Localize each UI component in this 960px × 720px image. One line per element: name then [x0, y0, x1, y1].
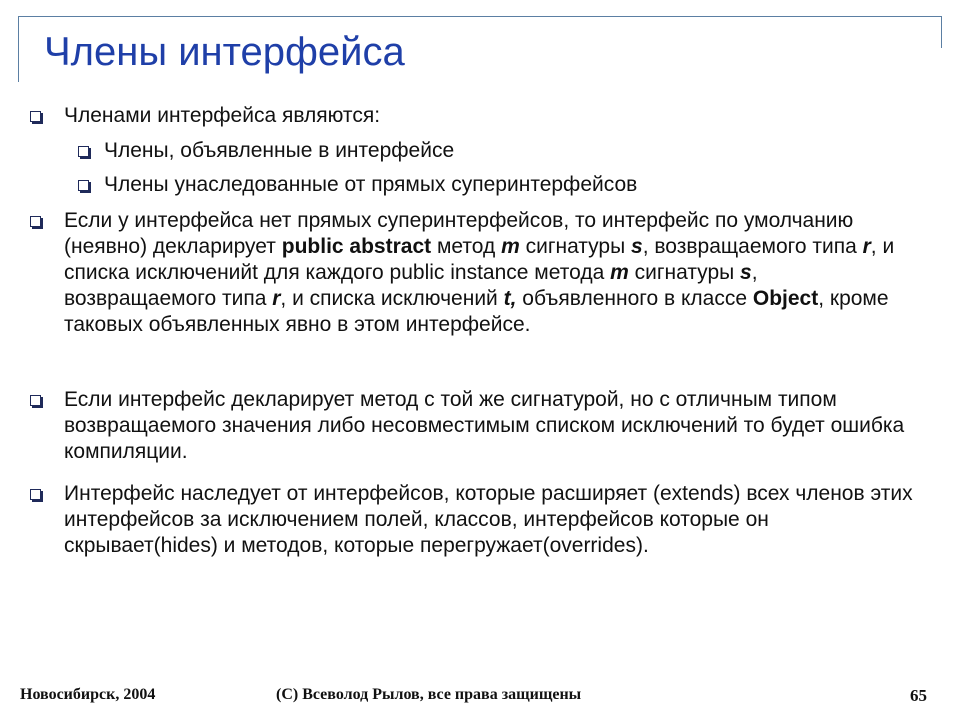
- square-bullet-icon: [78, 146, 89, 157]
- sub-bullet-item-1: [104, 138, 914, 164]
- bullet-text: Интерфейс наследует от интерфейсов, которые расширяет (extends) всех членов этих интерфейсов за исключением полей, классов, интерфейсов которые он скрывает(hides) и методов, которые перегружает(overrides).: [64, 482, 913, 557]
- text-run: , и списка исключений: [280, 287, 504, 310]
- text-run: Если у интерфейса нет прямых суперинтерфейсов, то интерфейс по умолчанию (неявно) декларирует: [64, 209, 854, 258]
- text-run: объявленного в классе: [516, 287, 753, 310]
- var-m: m: [501, 235, 520, 258]
- sub-bullet-item-2: [104, 172, 914, 198]
- bullet-text: [64, 209, 894, 336]
- keyword-public-abstract: public abstract: [281, 235, 432, 258]
- slide-title: Члены интерфейса: [44, 30, 405, 74]
- text-run: , возвращаемого типа: [642, 235, 863, 258]
- sub-bullet-text: Члены унаследованные от прямых суперинтерфейсов: [104, 173, 638, 196]
- text-run: , возвращаемого типа: [64, 261, 758, 310]
- var-s: s: [631, 235, 643, 258]
- square-bullet-icon: [30, 395, 41, 406]
- square-bullet-icon: [30, 216, 41, 227]
- bullet-text: Членами интерфейса являются:: [64, 104, 381, 127]
- sub-bullet-text: Члены, объявленные в интерфейсе: [104, 139, 455, 162]
- bullet-item-1: [64, 103, 914, 129]
- text-run: метод: [431, 235, 502, 258]
- text-run: , кроме таковых объявленных явно в этом интерфейсе.: [64, 287, 889, 336]
- var-t: t,: [503, 287, 517, 310]
- bullet-item-2: [64, 208, 914, 338]
- square-bullet-icon: [78, 180, 89, 191]
- page-number: 65: [910, 686, 927, 705]
- bullet-item-4: [64, 481, 914, 559]
- footer-copyright: (C) Всеволод Рылов, все права защищены: [276, 686, 582, 703]
- var-r: r: [862, 235, 871, 258]
- var-r: r: [272, 287, 281, 310]
- square-bullet-icon: [30, 111, 41, 122]
- square-bullet-icon: [30, 489, 41, 500]
- bullet-text: Если интерфейс декларирует метод с той же сигнатурой, но с отличным типом возвращаемого значения либо несовместимым списком исключений то будет ошибка компиляции.: [64, 388, 905, 463]
- var-s: s: [740, 261, 752, 284]
- var-m: m: [610, 261, 629, 284]
- text-run: сигнатуры: [628, 261, 741, 284]
- bullet-item-3: [64, 387, 914, 465]
- text-run: сигнатуры: [519, 235, 632, 258]
- keyword-object: Object: [752, 287, 819, 310]
- footer-location-year: Новосибирск, 2004: [20, 686, 156, 703]
- text-run: , и списка исключенийt для каждого public instance метода: [64, 235, 895, 284]
